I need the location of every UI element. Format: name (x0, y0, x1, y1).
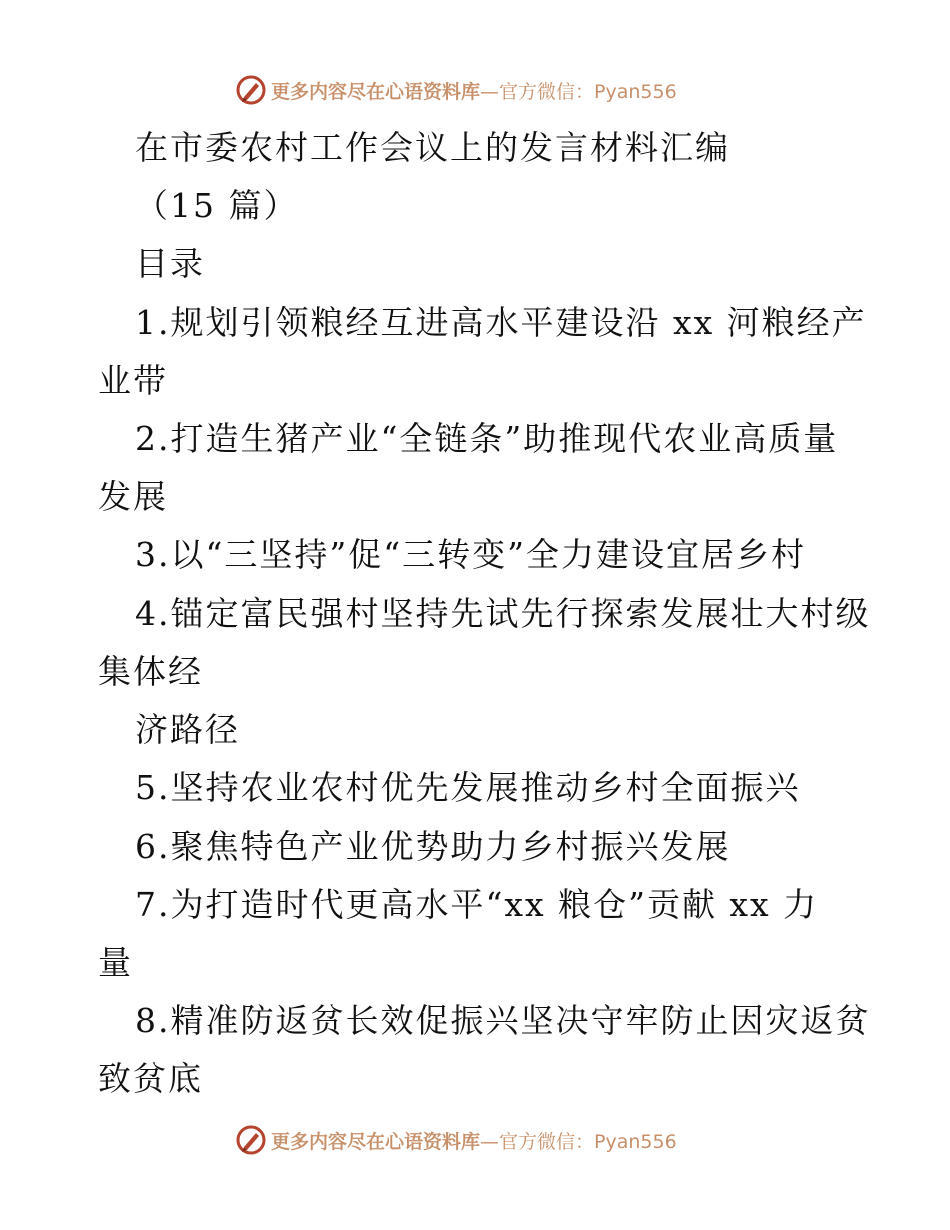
toc-item-3: 3.以“三坚持”促“三转变”全力建设宜居乡村 (135, 535, 806, 574)
watermark-contact-text: —官方微信：Pyan556 (480, 1130, 677, 1153)
watermark-contact-text: —官方微信：Pyan556 (480, 80, 677, 103)
watermark-site-text: 更多内容尽在心语资料库 (271, 1130, 481, 1153)
toc-item-8: 8.精准防返贫长效促振兴坚决守牢防止因灾返贫 (135, 1001, 871, 1040)
toc-item-5: 5.坚持农业农村优先发展推动乡村全面振兴 (135, 768, 801, 807)
toc-item-4: 4.锚定富民强村坚持先试先行探索发展壮大村级 (135, 594, 871, 633)
toc-item-4-cont-2: 济路径 (135, 710, 240, 749)
toc-item-1: 1.规划引领粮经互进高水平建设沿 xx 河粮经产 (135, 303, 867, 342)
toc-heading: 目录 (135, 244, 205, 283)
toc-item-4-cont: 集体经 (98, 652, 203, 691)
watermark-site-text: 更多内容尽在心语资料库 (271, 80, 481, 103)
toc-item-7: 7.为打造时代更高水平“xx 粮仓”贡献 xx 力 (135, 885, 819, 924)
document-count: （15 篇） (135, 186, 299, 225)
toc-item-2-cont: 发展 (98, 477, 168, 516)
toc-item-2: 2.打造生猪产业“全链条”助推现代农业高质量 (135, 419, 839, 458)
toc-item-1-cont: 业带 (98, 361, 168, 400)
document-title: 在市委农村工作会议上的发言材料汇编 (135, 128, 730, 167)
footer-watermark (235, 1122, 677, 1158)
toc-item-6: 6.聚焦特色产业优势助力乡村振兴发展 (135, 827, 731, 866)
pen-seal-icon (235, 1124, 267, 1156)
toc-item-7-cont: 量 (98, 943, 133, 982)
pen-seal-icon (235, 74, 267, 106)
header-watermark (235, 72, 677, 108)
toc-item-8-cont: 致贫底 (98, 1059, 203, 1098)
